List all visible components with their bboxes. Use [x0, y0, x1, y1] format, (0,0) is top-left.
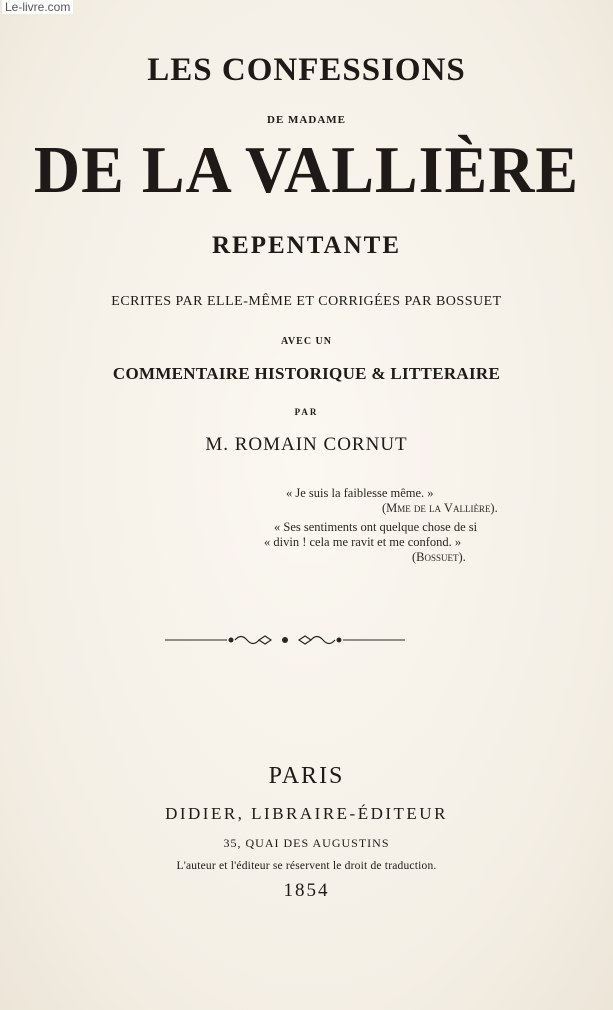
imprint-publisher: DIDIER, LIBRAIRE-ÉDITEUR: [165, 804, 448, 823]
imprint-rights: L'auteur et l'éditeur se réservent le droit de traduction.: [176, 860, 437, 872]
commentaire-heading: COMMENTAIRE HISTORIQUE & LITTERAIRE: [112, 364, 501, 383]
title-main: DE LA VALLIÈRE: [33, 132, 580, 207]
avec-un-label: AVEC UN: [281, 336, 332, 347]
watermark-label: Le-livre.com: [2, 0, 73, 14]
title-line-4: REPENTANTE: [211, 232, 401, 259]
epigraph-block: [262, 486, 552, 565]
author-name: M. ROMAIN CORNUT: [205, 434, 408, 455]
epigraph-attribution-1: (Mme de la Vallière).: [382, 501, 498, 515]
subtitle: ECRITES PAR ELLE-MÊME ET CORRIGÉES PAR BOSSUET: [111, 294, 502, 309]
ornament-divider-icon: [165, 630, 405, 650]
epigraph-quote-2-line-1: « Ses sentiments ont quelque chose de si: [274, 520, 478, 534]
title-line-2: DE MADAME: [267, 114, 346, 126]
par-label: PAR: [294, 407, 319, 417]
imprint-address: 35, QUAI DES AUGUSTINS: [223, 836, 390, 850]
imprint-year: 1854: [283, 880, 330, 901]
epigraph-quote-2-line-2: « divin ! cela me ravit et me confond. »: [264, 535, 462, 549]
title-line-1: LES CONFESSIONS: [147, 52, 466, 88]
imprint-city: PARIS: [268, 763, 345, 789]
epigraph-quote-1: « Je suis la faiblesse même. »: [286, 486, 434, 500]
epigraph-attribution-2: (Bossuet).: [412, 550, 466, 564]
